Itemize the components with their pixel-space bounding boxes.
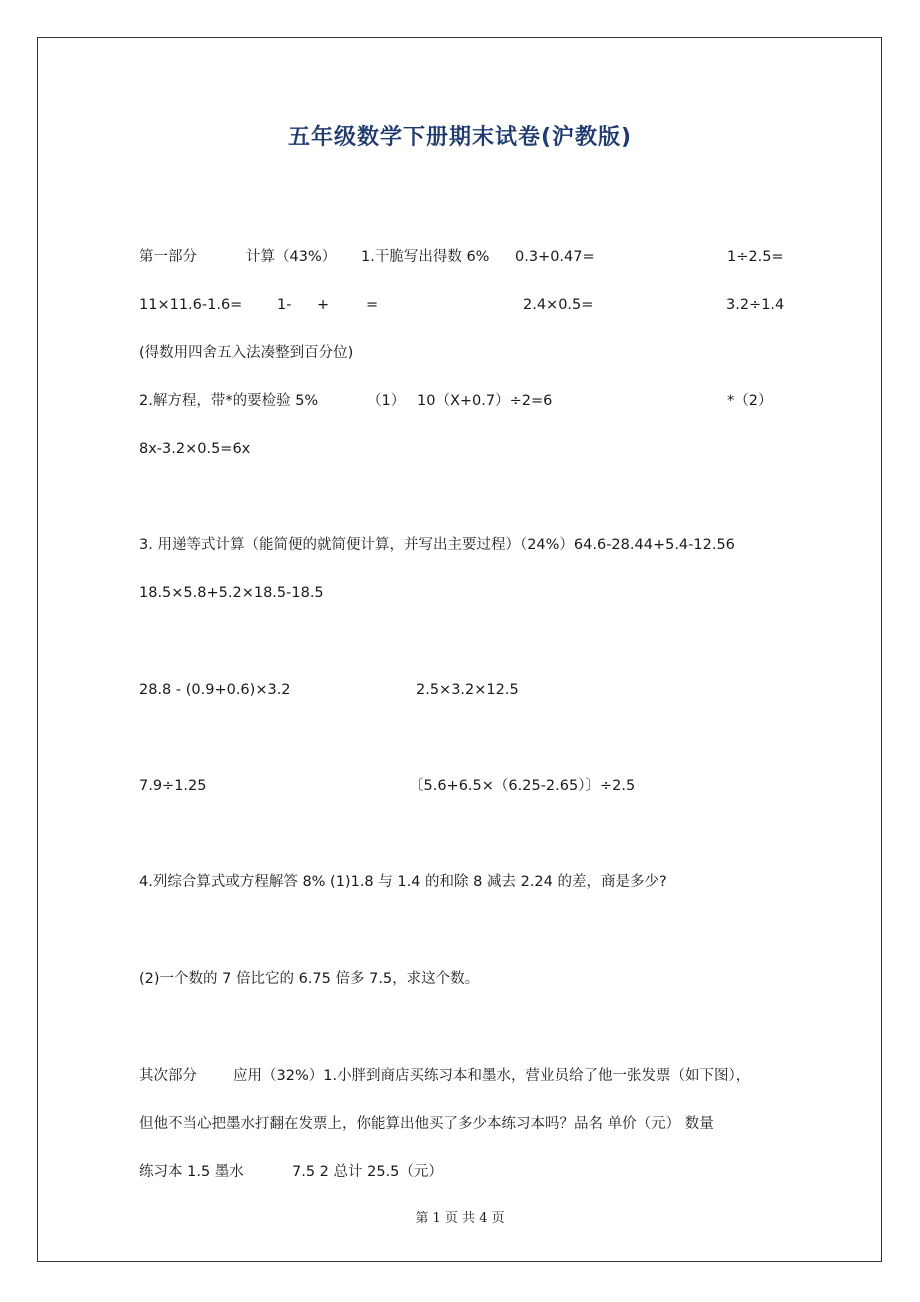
application-question-text: 但他不当心把墨水打翻在发票上，你能算出他买了多少本练习本吗？品名 单价（元） 数量 [139, 1116, 714, 1132]
invoice-item: 练习本 1.5 墨水 [139, 1164, 244, 1180]
expression-fragment: + [317, 297, 330, 313]
sub-question-label: （1） [367, 393, 406, 409]
page-title: 五年级数学下册期末试卷(沪教版) [287, 125, 633, 150]
expression: 2.4×0.5= [523, 297, 594, 313]
application-question-text: 应用（32%）1.小胖到商店买练习本和墨水，营业员给了他一张发票（如下图）， [233, 1068, 751, 1084]
sub-question-text: (2)一个数的 7 倍比它的 6.75 倍多 7.5，求这个数。 [139, 971, 480, 987]
page-number-footer: 第 1 页 共 4 页 [415, 1211, 505, 1226]
sub-question-label: *（2） [727, 393, 773, 409]
expression-fragment: = [366, 297, 379, 313]
invoice-total: 7.5 2 总计 25.5（元） [292, 1164, 443, 1180]
expression: 7.9÷1.25 [139, 778, 207, 794]
question-1-label: 1.干脆写出得数 6% [361, 249, 490, 265]
calc-section-label: 计算（43%） [246, 249, 337, 265]
equation: 10（X+0.7）÷2=6 [417, 393, 553, 409]
question-3-label: 3. 用递等式计算（能简便的就简便计算，并写出主要过程）（24%）64.6-28.44+5.4-12.56 [139, 537, 735, 553]
expression: 〔5.6+6.5×（6.25-2.65）〕÷2.5 [409, 778, 636, 794]
expression-fragment: 1- [277, 297, 292, 313]
expression: 1÷2.5= [727, 249, 784, 265]
expression: 0.3+0.47= [515, 249, 595, 265]
question-4-label: 4.列综合算式或方程解答 8% (1)1.8 与 1.4 的和除 8 减去 2.24 的差，商是多少? [139, 874, 667, 890]
question-2-label: 2.解方程，带*的要检验 5% [139, 393, 319, 409]
expression: 3.2÷1.4 [726, 297, 785, 313]
equation: 8x-3.2×0.5=6x [139, 441, 251, 457]
expression: 2.5×3.2×12.5 [416, 682, 519, 698]
expression: 18.5×5.8+5.2×18.5-18.5 [139, 585, 324, 601]
part-two-label: 其次部分 [139, 1068, 197, 1084]
expression: 11×11.6-1.6= [139, 297, 243, 313]
rounding-note: (得数用四舍五入法凑整到百分位) [139, 345, 354, 361]
expression: 28.8 - (0.9+0.6)×3.2 [139, 682, 291, 698]
part-one-label: 第一部分 [139, 249, 197, 265]
